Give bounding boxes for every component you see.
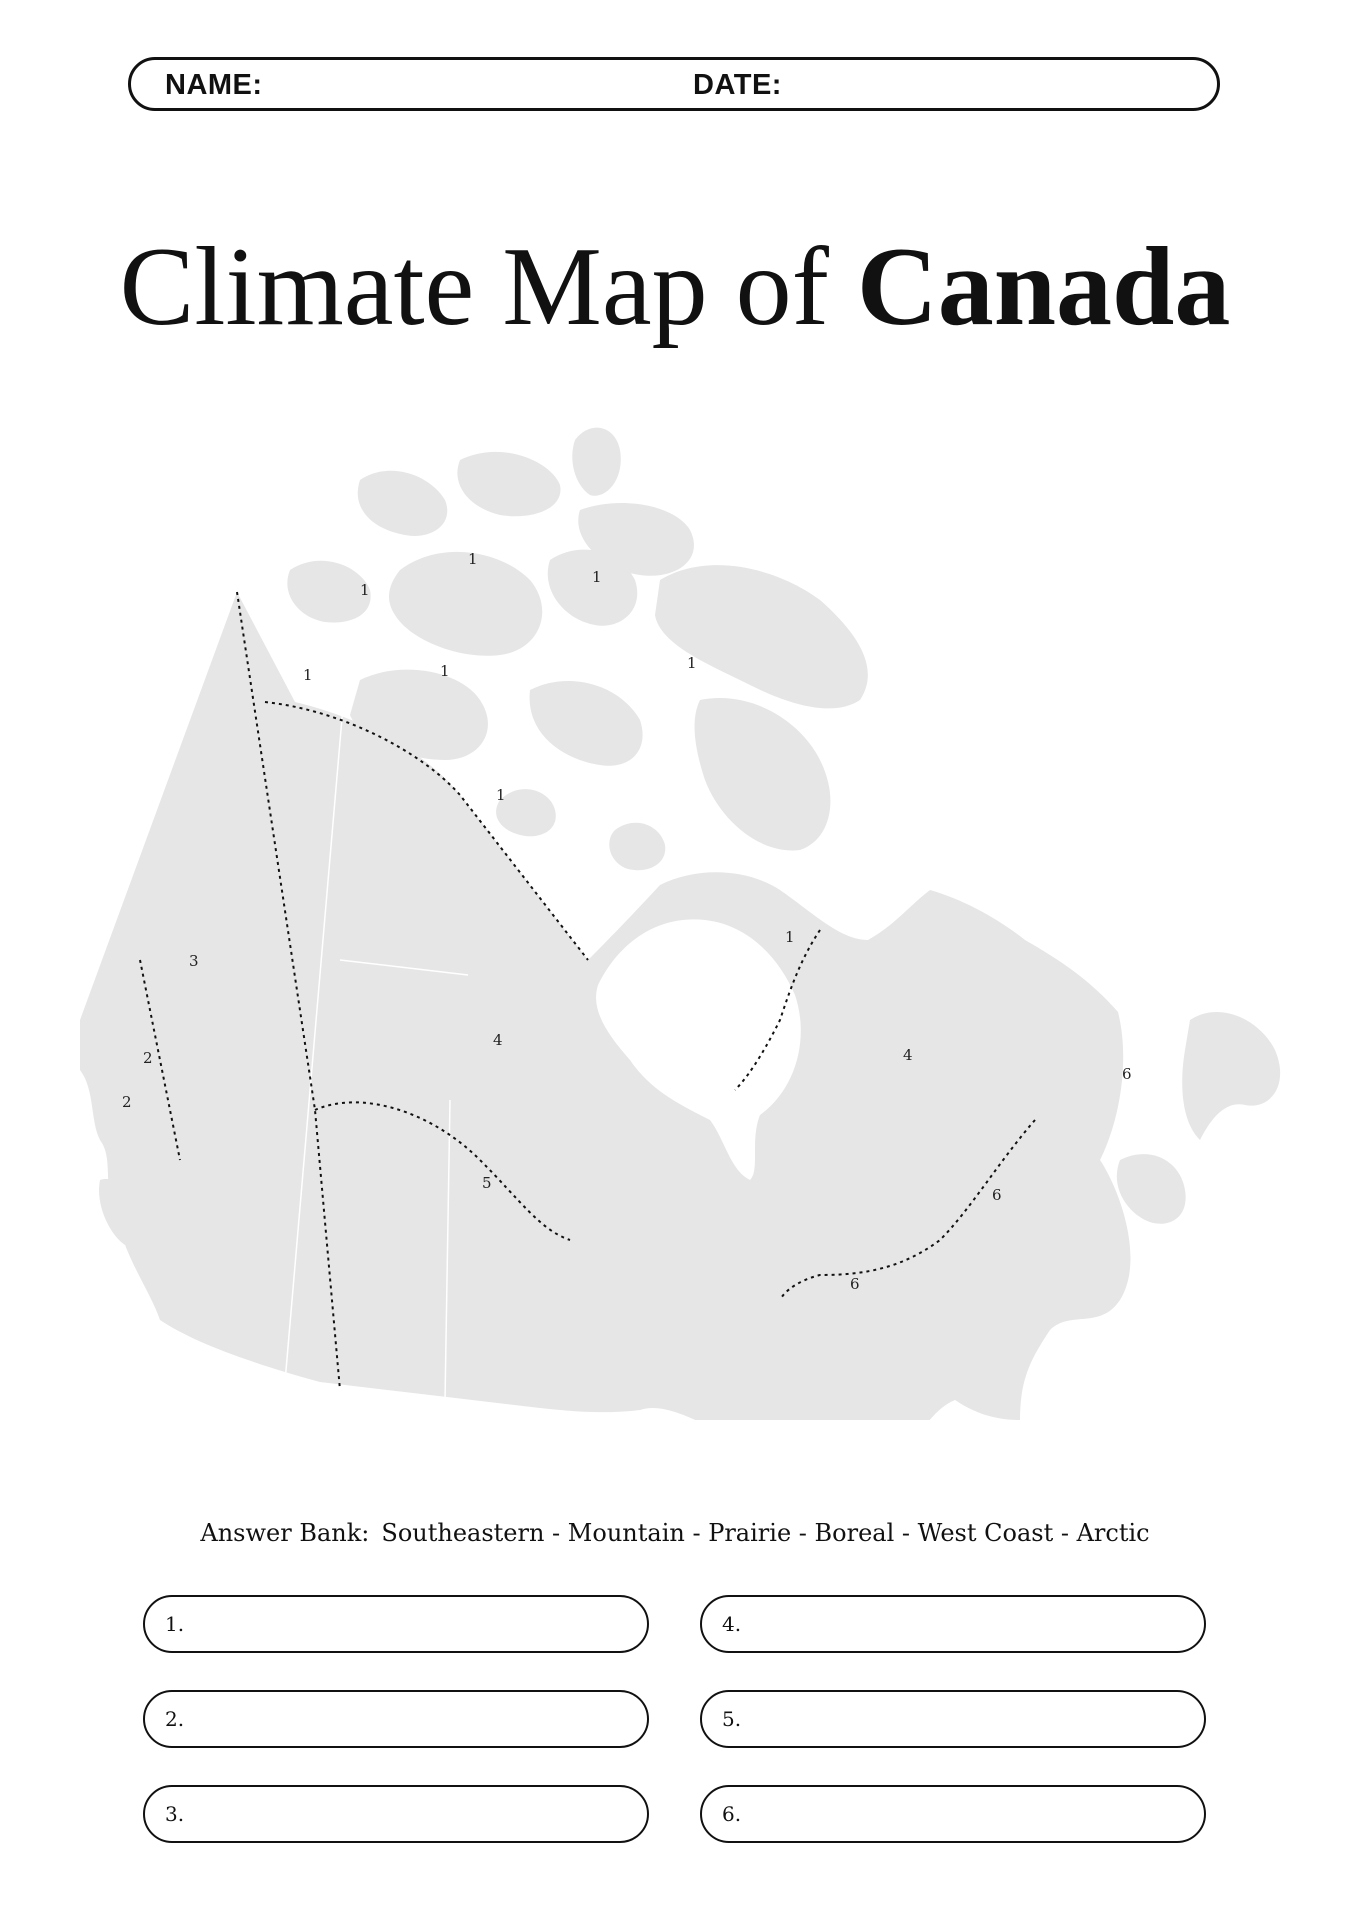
region-label: 3 [189,952,199,970]
answer-field-2[interactable] [143,1690,649,1748]
name-label: NAME: [165,69,263,101]
answer-field-4[interactable] [700,1595,1206,1653]
region-label: 4 [493,1031,503,1049]
map-svg [60,400,1300,1420]
answer-field-3[interactable] [143,1785,649,1843]
region-label: 1 [496,786,506,804]
name-date-bar [128,57,1220,111]
answer-field-5[interactable] [700,1690,1206,1748]
answer-number: 1. [165,1612,185,1636]
cape-breton [1117,1154,1186,1224]
date-label: DATE: [693,69,782,101]
answer-number: 3. [165,1802,185,1826]
island-6 [389,552,542,656]
island-10 [530,681,643,766]
region-label: 1 [785,928,795,946]
island-5 [287,561,370,623]
answer-bank-label: Answer Bank: [200,1519,370,1547]
region-label: 1 [360,581,370,599]
region-label: 1 [687,654,697,672]
answer-number: 2. [165,1707,185,1731]
region-label: 1 [592,568,602,586]
region-label: 6 [850,1275,860,1293]
region-label: 1 [303,666,313,684]
answer-bank [0,1519,1350,1547]
answer-number: 5. [722,1707,742,1731]
answer-field-1[interactable] [143,1595,649,1653]
page-title [0,222,1350,352]
title-regular: Climate Map of [119,225,857,349]
answer-field-6[interactable] [700,1785,1206,1843]
answer-number: 4. [722,1612,742,1636]
canada-climate-map [60,400,1300,1420]
answer-number: 6. [722,1802,742,1826]
region-label: 2 [143,1049,153,1067]
region-label: 6 [992,1186,1002,1204]
region-label: 5 [482,1174,492,1192]
region-label: 6 [1122,1065,1132,1083]
island-8 [655,565,868,708]
island-2 [457,452,560,516]
region-label: 1 [468,550,478,568]
region-label: 1 [440,662,450,680]
island-3 [572,428,621,496]
answer-bank-items: Southeastern - Mountain - Prairie - Boreal - West Coast - Arctic [381,1519,1150,1547]
region-label: 2 [122,1093,132,1111]
island-1 [358,471,447,536]
region-label: 4 [903,1046,913,1064]
title-bold: Canada [856,225,1231,349]
newfoundland [1182,1012,1280,1140]
island-11 [695,698,831,850]
island-13 [609,823,665,870]
